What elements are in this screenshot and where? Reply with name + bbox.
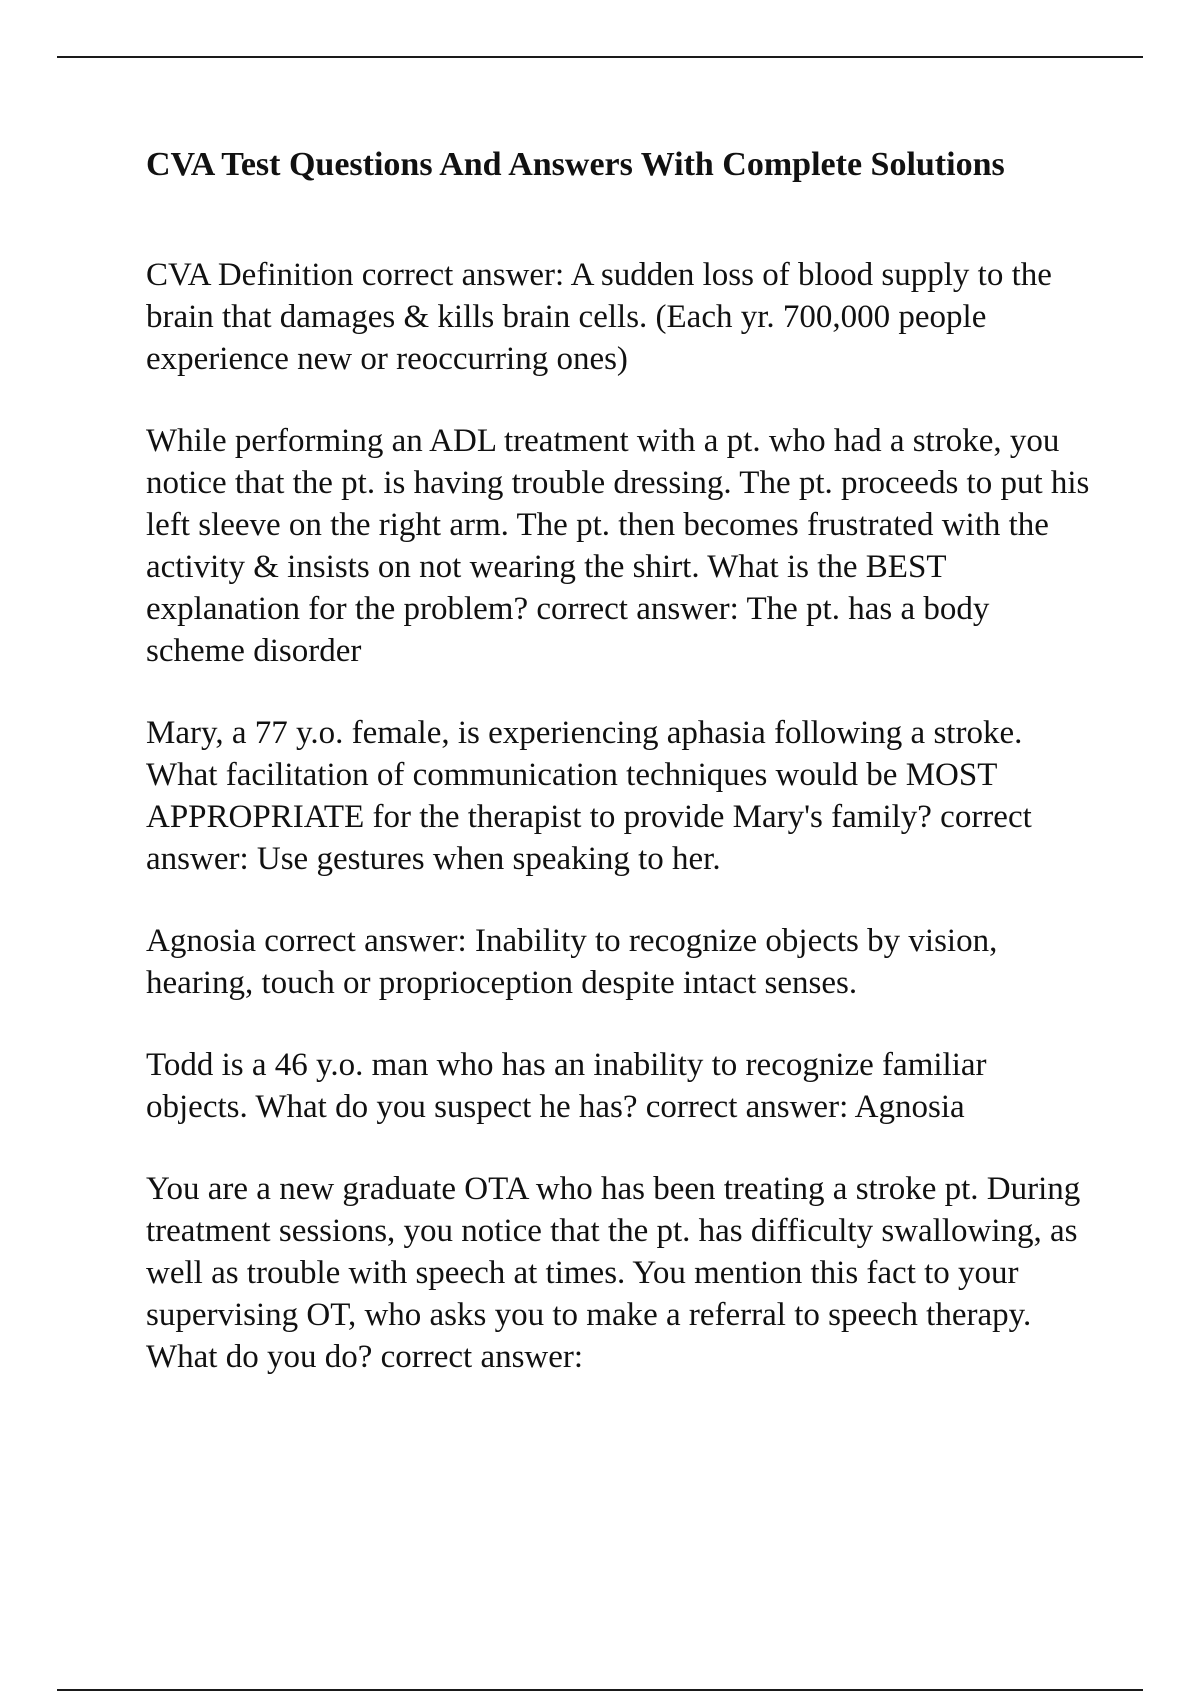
qa-item-speech-referral: You are a new graduate OTA who has been treating a stroke pt. During treatment sessions, you notice that the pt. has difficulty swallowing, as well as trouble with speech at times. You mention this fact to your supervising OT, who asks you to make a referral to speech therapy. What do you do? correct answer: [146, 1171, 1081, 1375]
qa-list [146, 254, 1096, 1378]
qa-item-agnosia-definition: Agnosia correct answer: Inability to recognize objects by vision, hearing, touch or proprioception despite intact senses. [146, 923, 998, 1001]
bottom-rule [57, 1689, 1143, 1691]
qa-item-adl-dressing: While performing an ADL treatment with a pt. who had a stroke, you notice that the pt. is having trouble dressing. The pt. proceeds to put his left sleeve on the right arm. The pt. then becomes frustrated with the activity & insists on not wearing the shirt. What is the BEST explanation for the problem? correct answer: The pt. has a body scheme disorder [146, 423, 1090, 669]
document-body [146, 140, 1096, 1418]
qa-item-todd-agnosia: Todd is a 46 y.o. man who has an inability to recognize familiar objects. What do you suspect he has? correct answer: Agnosia [146, 1047, 987, 1125]
qa-item-aphasia: Mary, a 77 y.o. female, is experiencing aphasia following a stroke. What facilitation of communication techniques would be MOST APPROPRIATE for the therapist to provide Mary's family? correct answer: Use gestures when speaking to her. [146, 715, 1032, 877]
document-title: CVA Test Questions And Answers With Complete Solutions [146, 146, 1005, 183]
top-rule [57, 56, 1143, 58]
qa-item-cva-definition: CVA Definition correct answer: A sudden loss of blood supply to the brain that damages & kills brain cells. (Each yr. 700,000 people experience new or reoccurring ones) [146, 257, 1052, 377]
